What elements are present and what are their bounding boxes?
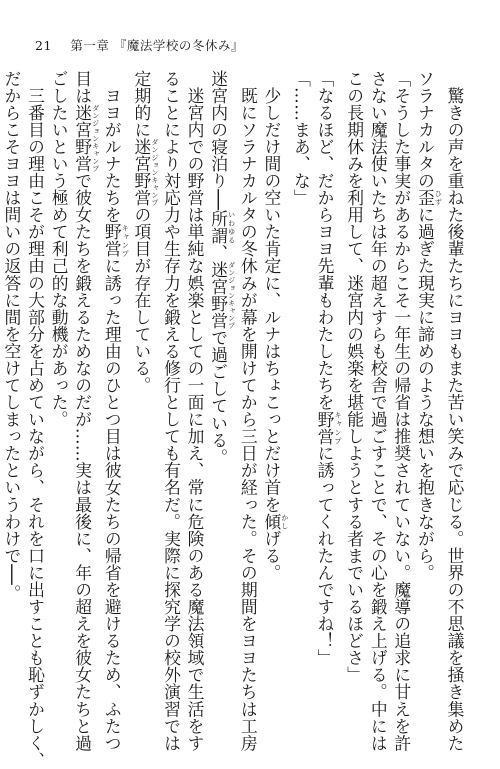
ruby-text: 野営 キャンプ	[102, 223, 130, 258]
ruby-text: 迷宮野営 ダンジョンキャンプ	[131, 138, 159, 207]
text-line: 定期的に迷宮野営 ダンジョンキャンプの項目が存在している。	[131, 70, 159, 394]
body-text	[1, 70, 466, 769]
text-line: だからこそヨヨは問いの返答に間を空けてしまったというわけで──。	[1, 70, 22, 602]
ruby-text: 歪 ひず	[415, 189, 443, 207]
text-line: 三番目の理由こそが理由の大部分を占めていながら、それを口に出すことも恥ずかしく、	[25, 70, 46, 769]
text-line: ソラナカルタの歪 ひずに過ぎた現実に諦めのような想いを抱きながら。	[415, 70, 443, 582]
text-line: 驚きの声を重ねた後輩たちにヨヨもまた苦い笑みで応じる。世界の不思議を掻き集めた	[445, 70, 465, 752]
text-line: ヨヨがルナたちを野営 キャンプに誘った理由のひとつ目は彼女たちの帰省を避けるため、ふたつ	[102, 70, 130, 752]
text-line: 迷宮内の寝泊り──所謂 いわゆる、迷宮野営 ダンジョンキャンプで過ごしている。	[208, 70, 236, 466]
text-line: ることにより対応力や生存力を鍛える修行としても有名だ。実際に探究学の校外演習では	[161, 70, 182, 752]
text-line: 「そうした事実があるからこそ一年生の帰省は推奨されていない。魔導の追求に甘えを許	[391, 70, 412, 752]
text-line: 既にソラナカルタの冬休みが幕を開けてから三日が経った。その期間をヨヨたちは工房	[238, 70, 259, 752]
text-line: ごしたいという極めて利己的な動機があった。	[49, 70, 70, 428]
ruby-text: 迷宮野営 ダンジョンキャンプ	[208, 261, 236, 330]
chapter-title: 第一章 『魔法学校の冬休み』	[70, 38, 244, 53]
ruby-text: 迷宮野営 ダンジョンキャンプ	[72, 104, 100, 173]
ruby-text: 傾 かし	[261, 513, 289, 531]
ruby-text: 野営 キャンプ	[315, 410, 343, 445]
text-line: 「……まあ、な」	[291, 70, 312, 207]
text-line: 「なるほど、だからヨヨ先輩もわたしたちを野営 キャンプに誘ってくれたんですね！」	[315, 70, 343, 667]
text-line: この長期休みを利用して、迷宮内の娯楽を堪能しようとする者までいるほどさ」	[344, 70, 365, 684]
text-line: さない魔法使いたちは年の超えすらも校舎で過ごすことで、その心を鍛え上げる。中には	[368, 70, 389, 752]
text-line: 迷宮内での野営は単純な娯楽としての一面に加え、常に危険のある魔法領域で生活をす	[185, 70, 206, 752]
page-number: 21	[35, 38, 52, 53]
running-header	[35, 36, 244, 54]
text-line: 少しだけ間の空いた肯定に、ルナはちょこっとだけ首を傾 かしげる。	[261, 70, 289, 582]
text-line: 目は迷宮野営 ダンジョンキャンプで彼女たちを鍛えるためなのだが……実は最後に、年の超えを彼女たちと過	[72, 70, 100, 752]
ruby-text: 所謂 いわゆる	[208, 210, 236, 245]
